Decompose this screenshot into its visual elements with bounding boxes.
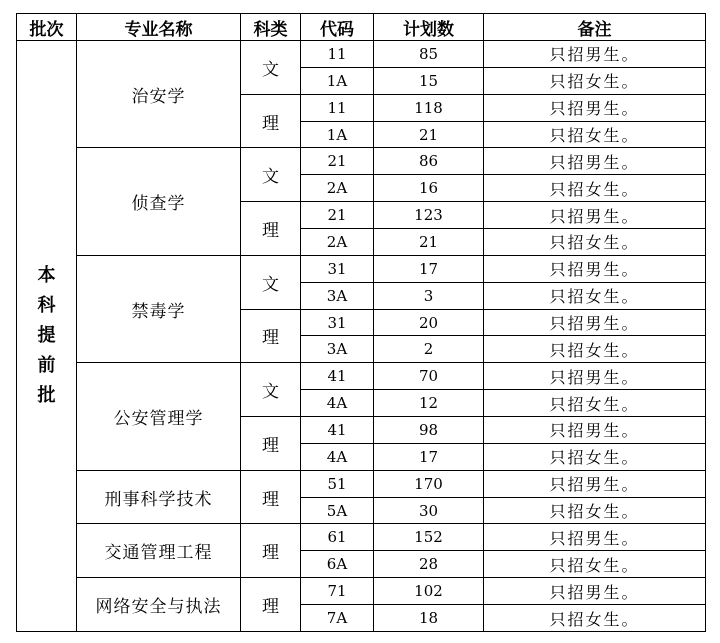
major-name-cell: 治安学: [77, 41, 241, 148]
code-cell: 71: [301, 578, 374, 605]
plan-count-cell: 16: [374, 175, 484, 202]
plan-count-cell: 12: [374, 390, 484, 417]
header-major: 专业名称: [77, 14, 241, 41]
table-row: [17, 41, 706, 68]
code-cell: 4A: [301, 390, 374, 417]
code-cell: 1A: [301, 121, 374, 148]
table-row: [17, 524, 706, 551]
plan-count-cell: 21: [374, 121, 484, 148]
major-name-cell: 侦查学: [77, 148, 241, 255]
plan-count-cell: 152: [374, 524, 484, 551]
code-cell: 21: [301, 202, 374, 229]
plan-count-cell: 98: [374, 417, 484, 444]
note-cell: 只招女生。: [484, 229, 706, 256]
plan-count-cell: 170: [374, 470, 484, 497]
code-cell: 21: [301, 148, 374, 175]
subject-cell: 理: [241, 94, 301, 148]
note-cell: 只招男生。: [484, 417, 706, 444]
note-cell: 只招男生。: [484, 94, 706, 121]
code-cell: 3A: [301, 282, 374, 309]
subject-cell: 文: [241, 41, 301, 95]
subject-cell: 理: [241, 309, 301, 363]
plan-count-cell: 2: [374, 336, 484, 363]
major-name-cell: 公安管理学: [77, 363, 241, 470]
enrollment-plan-table: [16, 13, 706, 632]
note-cell: 只招男生。: [484, 202, 706, 229]
note-cell: 只招男生。: [484, 41, 706, 68]
code-cell: 11: [301, 41, 374, 68]
subject-cell: 文: [241, 363, 301, 417]
code-cell: 61: [301, 524, 374, 551]
code-cell: 31: [301, 255, 374, 282]
note-cell: 只招女生。: [484, 443, 706, 470]
code-cell: 1A: [301, 67, 374, 94]
subject-cell: 理: [241, 578, 301, 632]
header-code: 代码: [301, 14, 374, 41]
code-cell: 41: [301, 363, 374, 390]
note-cell: 只招女生。: [484, 497, 706, 524]
subject-cell: 理: [241, 470, 301, 524]
code-cell: 4A: [301, 443, 374, 470]
note-cell: 只招男生。: [484, 578, 706, 605]
table-row: [17, 578, 706, 605]
header-note: 备注: [484, 14, 706, 41]
code-cell: 7A: [301, 605, 374, 632]
plan-count-cell: 3: [374, 282, 484, 309]
plan-count-cell: 21: [374, 229, 484, 256]
major-name-cell: 刑事科学技术: [77, 470, 241, 524]
plan-count-cell: 17: [374, 443, 484, 470]
subject-cell: 理: [241, 417, 301, 471]
code-cell: 6A: [301, 551, 374, 578]
code-cell: 11: [301, 94, 374, 121]
note-cell: 只招男生。: [484, 363, 706, 390]
table-row: [17, 148, 706, 175]
code-cell: 5A: [301, 497, 374, 524]
header-subject: 科类: [241, 14, 301, 41]
note-cell: 只招女生。: [484, 551, 706, 578]
plan-count-cell: 70: [374, 363, 484, 390]
note-cell: 只招男生。: [484, 309, 706, 336]
header-plan: 计划数: [374, 14, 484, 41]
note-cell: 只招女生。: [484, 282, 706, 309]
table-body: [17, 41, 706, 632]
note-cell: 只招女生。: [484, 336, 706, 363]
subject-cell: 理: [241, 524, 301, 578]
major-name-cell: 禁毒学: [77, 255, 241, 362]
plan-count-cell: 28: [374, 551, 484, 578]
note-cell: 只招男生。: [484, 255, 706, 282]
header-batch: 批次: [17, 14, 77, 41]
plan-count-cell: 30: [374, 497, 484, 524]
code-cell: 3A: [301, 336, 374, 363]
subject-cell: 文: [241, 255, 301, 309]
code-cell: 2A: [301, 175, 374, 202]
code-cell: 51: [301, 470, 374, 497]
plan-count-cell: 18: [374, 605, 484, 632]
plan-count-cell: 15: [374, 67, 484, 94]
batch-cell: [17, 41, 77, 632]
subject-cell: 理: [241, 202, 301, 256]
major-name-cell: 网络安全与执法: [77, 578, 241, 632]
plan-count-cell: 123: [374, 202, 484, 229]
code-cell: 41: [301, 417, 374, 444]
major-name-cell: 交通管理工程: [77, 524, 241, 578]
note-cell: 只招女生。: [484, 67, 706, 94]
note-cell: 只招男生。: [484, 524, 706, 551]
note-cell: 只招女生。: [484, 390, 706, 417]
plan-count-cell: 118: [374, 94, 484, 121]
note-cell: 只招男生。: [484, 148, 706, 175]
plan-count-cell: 17: [374, 255, 484, 282]
note-cell: 只招女生。: [484, 175, 706, 202]
note-cell: 只招女生。: [484, 605, 706, 632]
batch-label: 本科提前批: [37, 265, 56, 406]
table-row: [17, 470, 706, 497]
note-cell: 只招女生。: [484, 121, 706, 148]
table-row: [17, 363, 706, 390]
code-cell: 2A: [301, 229, 374, 256]
header-row: [17, 14, 706, 41]
plan-count-cell: 86: [374, 148, 484, 175]
note-cell: 只招男生。: [484, 470, 706, 497]
plan-count-cell: 85: [374, 41, 484, 68]
plan-count-cell: 102: [374, 578, 484, 605]
code-cell: 31: [301, 309, 374, 336]
plan-count-cell: 20: [374, 309, 484, 336]
subject-cell: 文: [241, 148, 301, 202]
table-row: [17, 255, 706, 282]
